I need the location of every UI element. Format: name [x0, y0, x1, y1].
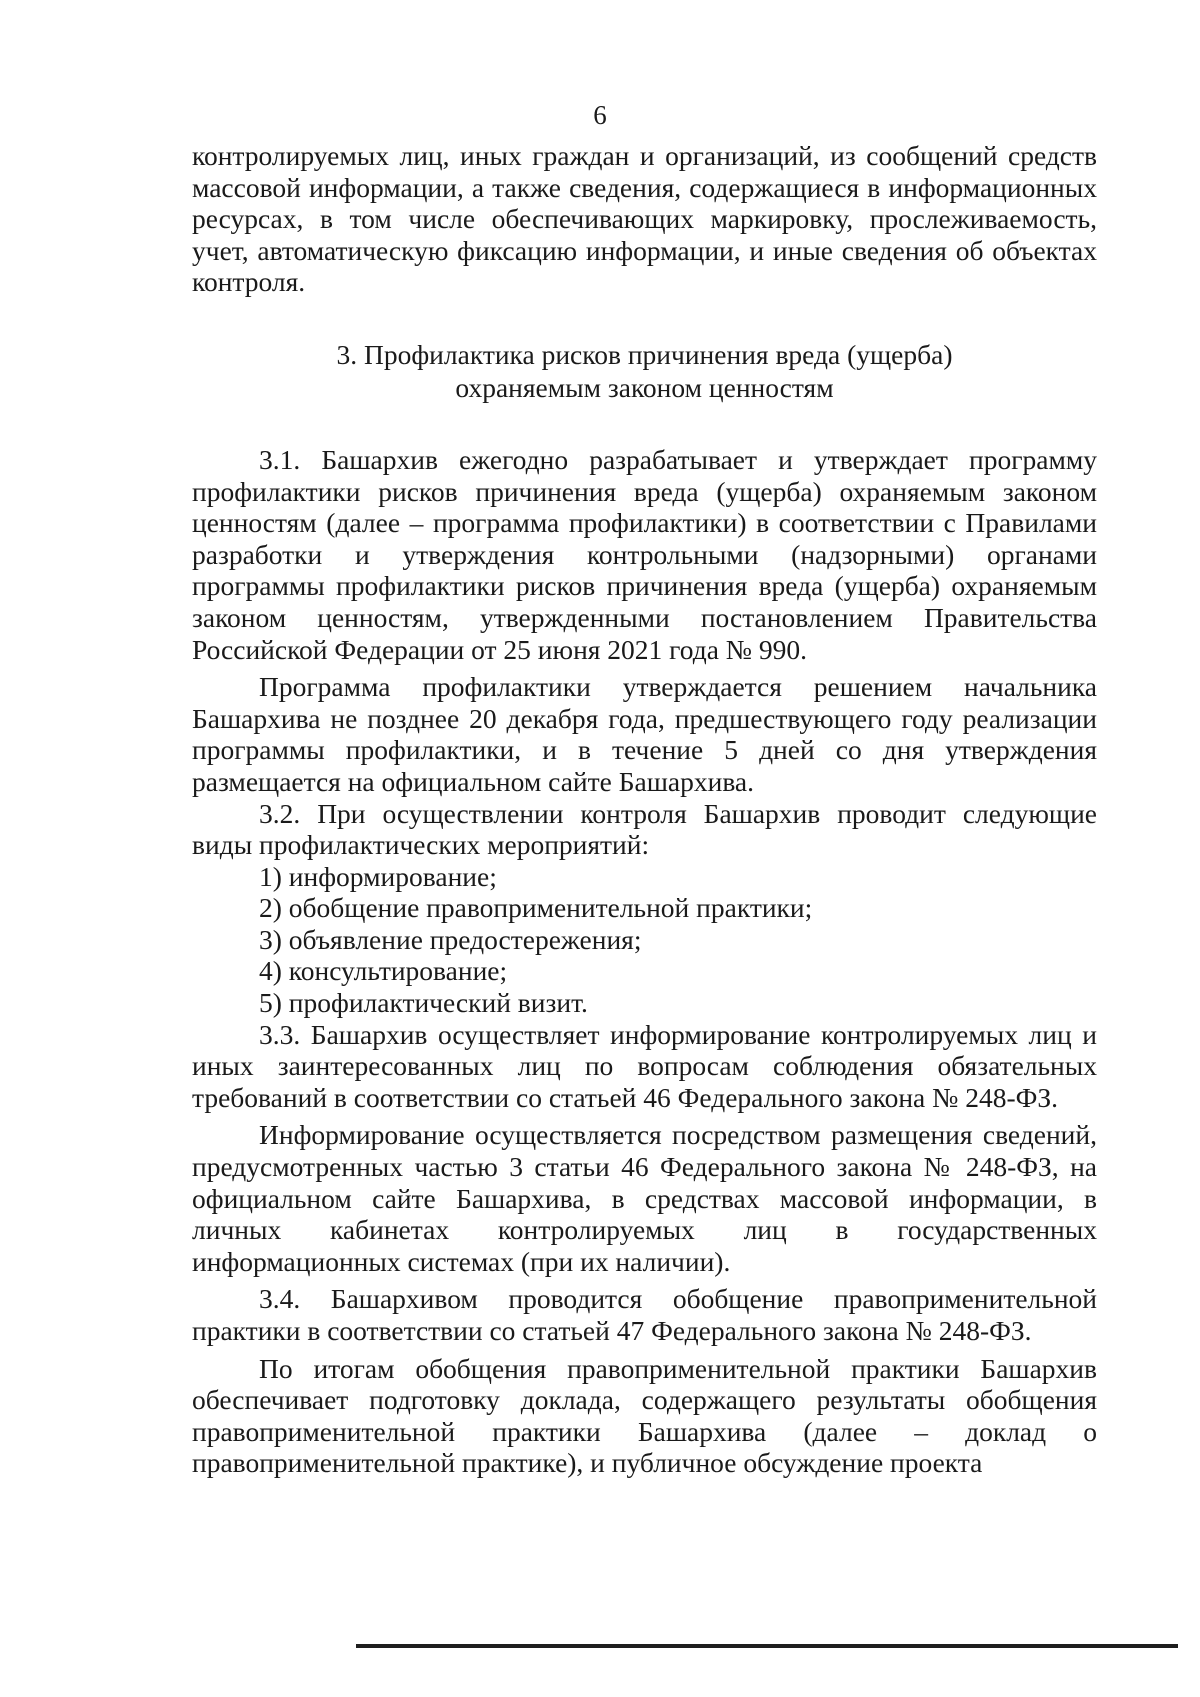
paragraph-informing: Информирование осуществляется посредством размещения сведений, предусмотренных частью 3 статьи 46 Федерального закона № 248-ФЗ, на официальном сайте Башархива, в средствах массовой информации, в личных кабинетах контролируемых лиц в государственных информационных системах (при их наличии).	[192, 1119, 1097, 1277]
paragraph-generalization-results: По итогам обобщения правоприменительной практики Башархив обеспечивает подготовку доклада, содержащего результаты обобщения правоприменительной практики Башархива (далее – доклад о правоприменительной практике), и публичное обсуждение проекта	[192, 1352, 1097, 1479]
page-number: 6	[593, 100, 607, 130]
list-item: 5) профилактический визит.	[259, 987, 588, 1019]
list-item: 4) консультирование;	[259, 955, 508, 987]
paragraph-program-approval: Программа профилактики утверждается решением начальника Башархива не позднее 20 декабря года, предшествующего году реализации программы профилактики, и в течение 5 дней со дня утверждения размещается на официальном сайте Башархива.	[192, 671, 1097, 797]
list-item: 3) объявление предостережения;	[259, 923, 642, 955]
list-item: 2) обобщение правоприменительной практики;	[259, 892, 813, 924]
list-item: 1) информирование;	[259, 860, 497, 892]
paragraph-3-1: 3.1. Башархив ежегодно разрабатывает и утверждает программу профилактики рисков причинения вреда (ущерба) охраняемым законом ценностям (далее – программа профилактики) в соответствии с Правилами разработки и утверждения контрольными (надзорными) органами программы профилактики рисков причинения вреда (ущерба) охраняемым законом ценностям, утвержденными постановлением Правительства Российской Федерации от 25 июня 2021 года № 990.	[192, 443, 1097, 665]
paragraph-3-3: 3.3. Башархив осуществляет информирование контролируемых лиц и иных заинтересованных лиц по вопросам соблюдения обязательных требований в соответствии со статьей 46 Федерального закона № 248-ФЗ.	[192, 1018, 1097, 1113]
measures-list	[192, 861, 1097, 1019]
intro-paragraph: контролируемых лиц, иных граждан и организаций, из сообщений средств массовой информации, а также сведения, содержащиеся в информационных ресурсах, в том числе обеспечивающих маркировку, прослеживаемость, учет, автоматическую фиксацию информации, и иные сведения об объектах контроля.	[192, 140, 1097, 298]
section-3-title-line-1: 3. Профилактика рисков причинения вреда (ущерба)	[336, 338, 953, 370]
bottom-rule	[356, 1644, 1178, 1648]
section-3-title-line-2: охраняемым законом ценностям	[455, 371, 834, 403]
paragraph-3-2: 3.2. При осуществлении контроля Башархив проводит следующие виды профилактических мероприятий:	[192, 797, 1097, 861]
section-3-heading	[192, 338, 1097, 404]
paragraph-3-4: 3.4. Башархивом проводится обобщение правоприменительной практики в соответствии со статьей 47 Федерального закона № 248-ФЗ.	[192, 1283, 1097, 1346]
document-body	[192, 140, 1097, 1479]
